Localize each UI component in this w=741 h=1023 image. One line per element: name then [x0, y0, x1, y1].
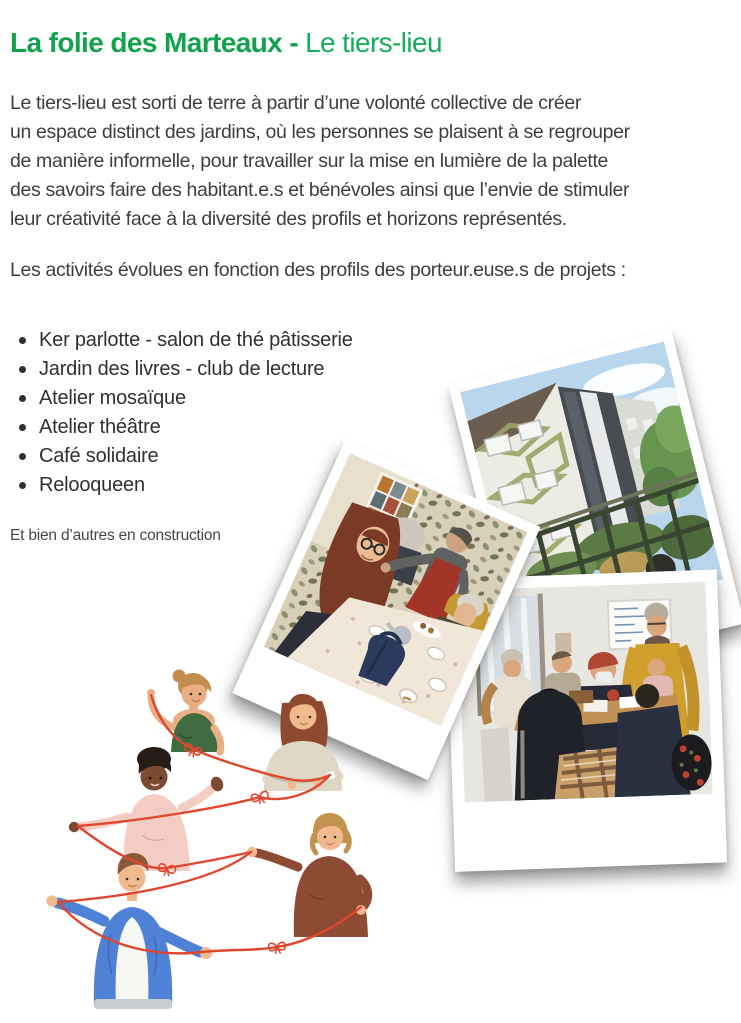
- intro-line: de manière informelle, pour travailler sur la mise en lumière de la palette: [10, 150, 609, 172]
- activities-list: [16, 326, 353, 500]
- title-sub: Le tiers-lieu: [305, 27, 442, 58]
- intro-line: des savoirs faire des habitant.e.s et bénévoles ainsi que l’envie de stimuler: [10, 179, 630, 201]
- intro-line: leur créativité face à la diversité des profils et horizons représentés.: [10, 208, 567, 230]
- activity-item: Jardin des livres - club de lecture: [16, 355, 353, 384]
- intro-paragraph: [10, 89, 738, 234]
- activity-item: Ker parlotte - salon de thé pâtisserie: [16, 326, 353, 355]
- person-rust-top: [247, 813, 368, 937]
- intro-line: un espace distinct des jardins, où les personnes se plaisent à se regrouper: [10, 121, 630, 143]
- title-main: La folie des Marteaux -: [10, 27, 299, 58]
- person-blue-jacket: [46, 853, 212, 1009]
- activity-item: Atelier mosaïque: [16, 384, 353, 413]
- activity-item: Atelier théâtre: [16, 413, 353, 442]
- people-thread-illustration: [30, 655, 400, 1015]
- activity-item: Café solidaire: [16, 442, 353, 471]
- activities-intro: Les activités évolues en fonction des profils des porteur.euse.s de projets :: [10, 259, 626, 281]
- page-title: [10, 28, 442, 58]
- activity-item: Relooqueen: [16, 471, 353, 500]
- construction-note: Et bien d’autres en construction: [10, 527, 221, 544]
- intro-line: Le tiers-lieu est sorti de terre à partir d’une volonté collective de créer: [10, 92, 581, 114]
